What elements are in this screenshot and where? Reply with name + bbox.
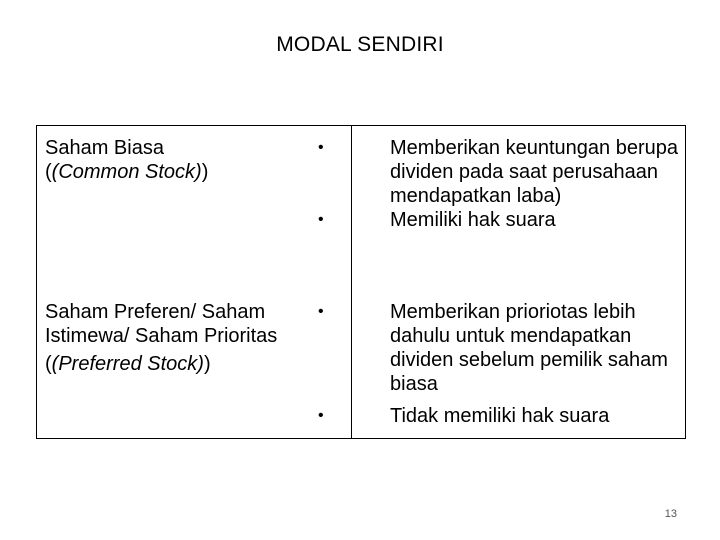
bullet-icon: • bbox=[318, 407, 324, 424]
description-text: Memiliki hak suara bbox=[390, 209, 556, 231]
bullet-icon: • bbox=[318, 303, 324, 320]
stock-type-english: ((Common Stock)) bbox=[45, 161, 209, 183]
stock-description-cell bbox=[318, 294, 686, 438]
description-point bbox=[318, 208, 685, 232]
bullet-icon: • bbox=[318, 211, 324, 228]
stock-type-cell bbox=[37, 126, 352, 294]
stock-description-cell bbox=[318, 126, 686, 294]
page-number: 13 bbox=[664, 508, 677, 520]
stock-type-name: Saham Biasa bbox=[45, 137, 164, 159]
stock-type-english: ((Preferred Stock)) bbox=[45, 353, 211, 375]
stock-type-name: Saham Preferen/ Saham Istimewa/ Saham Prioritas bbox=[45, 301, 278, 347]
table-row bbox=[37, 126, 685, 294]
stock-type-cell bbox=[37, 294, 352, 438]
description-point bbox=[318, 404, 685, 428]
description-text: Memberikan keuntungan berupa dividen pada saat perusahaan mendapatkan laba) bbox=[390, 137, 678, 207]
slide-title: MODAL SENDIRI bbox=[276, 33, 444, 56]
description-text: Memberikan prioriotas lebih dahulu untuk mendapatkan dividen sebelum pemilik saham biasa bbox=[390, 301, 668, 395]
description-point bbox=[318, 136, 685, 208]
bullet-icon: • bbox=[318, 139, 324, 156]
stock-types-table bbox=[36, 125, 686, 439]
table-row bbox=[37, 294, 685, 438]
description-point bbox=[318, 300, 685, 396]
description-text: Tidak memiliki hak suara bbox=[390, 405, 610, 427]
